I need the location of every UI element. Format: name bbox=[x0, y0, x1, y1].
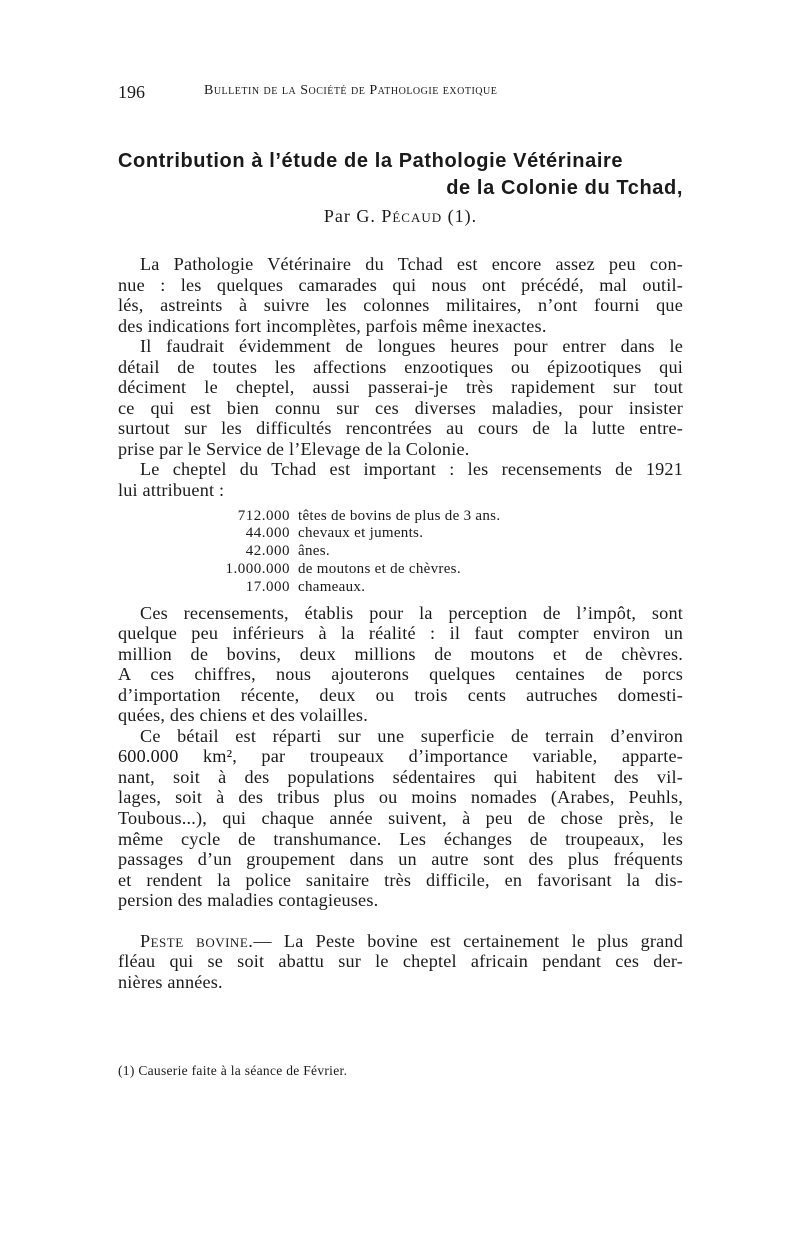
section-heading: Peste bovine. bbox=[140, 930, 254, 951]
running-head bbox=[118, 82, 678, 106]
section-peste-bovine bbox=[118, 931, 683, 993]
census-description: ânes. bbox=[298, 543, 330, 560]
paragraph bbox=[118, 254, 683, 336]
paragraph bbox=[118, 726, 683, 911]
article-title-line-1: Contribution à l’étude de la Pathologie Vétérinaire bbox=[118, 150, 624, 172]
text-line: lui attribuent : bbox=[118, 480, 225, 501]
section-gap bbox=[118, 911, 683, 931]
text-line: persion des maladies contagieuses. bbox=[118, 890, 379, 911]
census-number: 42.000 bbox=[245, 543, 290, 560]
livestock-census-list bbox=[210, 508, 683, 597]
text-line: nant, soit à des populations sédentaires qui habitent des vil- bbox=[118, 766, 683, 787]
article-title-line-2: de la Colonie du Tchad, bbox=[446, 177, 683, 199]
byline-prefix: Par G. bbox=[323, 206, 376, 226]
census-row bbox=[210, 525, 683, 543]
text-line: Toubous...), qui chaque année suivent, à peu de chose près, le bbox=[118, 808, 683, 829]
byline-author: Pécaud bbox=[381, 206, 443, 226]
census-number: 17.000 bbox=[245, 578, 290, 595]
census-number: 712.000 bbox=[237, 507, 290, 524]
text-line: surtout sur les difficultés rencontrées au cours de la lutte entre- bbox=[118, 418, 683, 439]
census-description: têtes de bovins de plus de 3 ans. bbox=[298, 507, 501, 524]
text-line: ce qui est bien connu sur ces diverses maladies, pour insister bbox=[118, 397, 683, 418]
text-line: Ces recensements, établis pour la perception de l’impôt, sont bbox=[140, 602, 683, 623]
text-line: A ces chiffres, nous ajouterons quelques centaines de porcs bbox=[118, 664, 683, 685]
text-line: La Pathologie Vétérinaire du Tchad est encore assez peu con- bbox=[140, 254, 683, 274]
census-number: 1.000.000 bbox=[225, 560, 290, 577]
footnote: (1) Causerie faite à la séance de Février. bbox=[118, 1063, 348, 1078]
page-number: 196 bbox=[118, 82, 145, 102]
text-line: quelque peu inférieurs à la réalité : il faut compter environ un bbox=[118, 623, 683, 644]
text-line: Ce bétail est réparti sur une superficie de terrain d’environ bbox=[140, 725, 683, 746]
paragraph bbox=[118, 336, 683, 459]
census-row bbox=[210, 543, 683, 561]
text-line: Il faudrait évidemment de longues heures pour entrer dans le bbox=[140, 336, 683, 357]
text-line: passages d’un groupement dans un autre sont des plus fréquents bbox=[118, 849, 683, 870]
census-row bbox=[210, 579, 683, 597]
census-description: de moutons et de chèvres. bbox=[298, 560, 461, 577]
paragraph bbox=[118, 603, 683, 726]
text-line: d’importation récente, deux ou trois cents autruches domesti- bbox=[118, 684, 683, 705]
text-line: 600.000 km², par troupeaux d’importance variable, apparte- bbox=[118, 746, 683, 767]
text-line: détail de toutes les affections enzootiques ou épizootiques qui bbox=[118, 356, 683, 377]
byline bbox=[118, 206, 683, 227]
text-line: lés, astreints à suivre les colonnes militaires, n’ont fourni que bbox=[118, 295, 683, 316]
text-line: lages, soit à des tribus plus ou moins nomades (Arabes, Peuhls, bbox=[118, 787, 683, 808]
text-line: prise par le Service de l’Elevage de la Colonie. bbox=[118, 438, 470, 459]
text-line: fléau qui se soit abattu sur le cheptel africain pendant ces der- bbox=[118, 951, 683, 972]
section-first-line: — La Peste bovine est certainement le plus grand bbox=[253, 930, 683, 951]
text-line: Le cheptel du Tchad est important : les recensements de 1921 bbox=[140, 459, 683, 480]
text-line: déciment le cheptel, aussi passerai-je très rapidement sur tout bbox=[118, 377, 683, 398]
article-body bbox=[118, 254, 683, 992]
text-line: million de bovins, deux millions de moutons et de chèvres. bbox=[118, 643, 683, 664]
census-number: 44.000 bbox=[245, 525, 290, 542]
text-line: nue : les quelques camarades qui nous ont précédé, mal outil- bbox=[118, 274, 683, 295]
text-line: même cycle de transhumance. Les échanges de troupeaux, les bbox=[118, 828, 683, 849]
text-line: et rendent la police sanitaire très difficile, en favorisant la dis- bbox=[118, 869, 683, 890]
census-description: chevaux et juments. bbox=[298, 525, 424, 542]
census-description: chameaux. bbox=[298, 578, 366, 595]
article-title bbox=[118, 150, 683, 200]
byline-footnote-ref: (1). bbox=[447, 206, 478, 226]
paragraph bbox=[118, 459, 683, 500]
text-line: nières années. bbox=[118, 971, 223, 992]
text-line bbox=[118, 931, 683, 952]
text-line: des indications fort incomplètes, parfois même inexactes. bbox=[118, 315, 547, 336]
text-line: quées, des chiens et des volailles. bbox=[118, 705, 368, 726]
census-row bbox=[210, 508, 683, 526]
journal-title: Bulletin de la Société de Pathologie exotique bbox=[204, 83, 498, 98]
census-row bbox=[210, 561, 683, 579]
